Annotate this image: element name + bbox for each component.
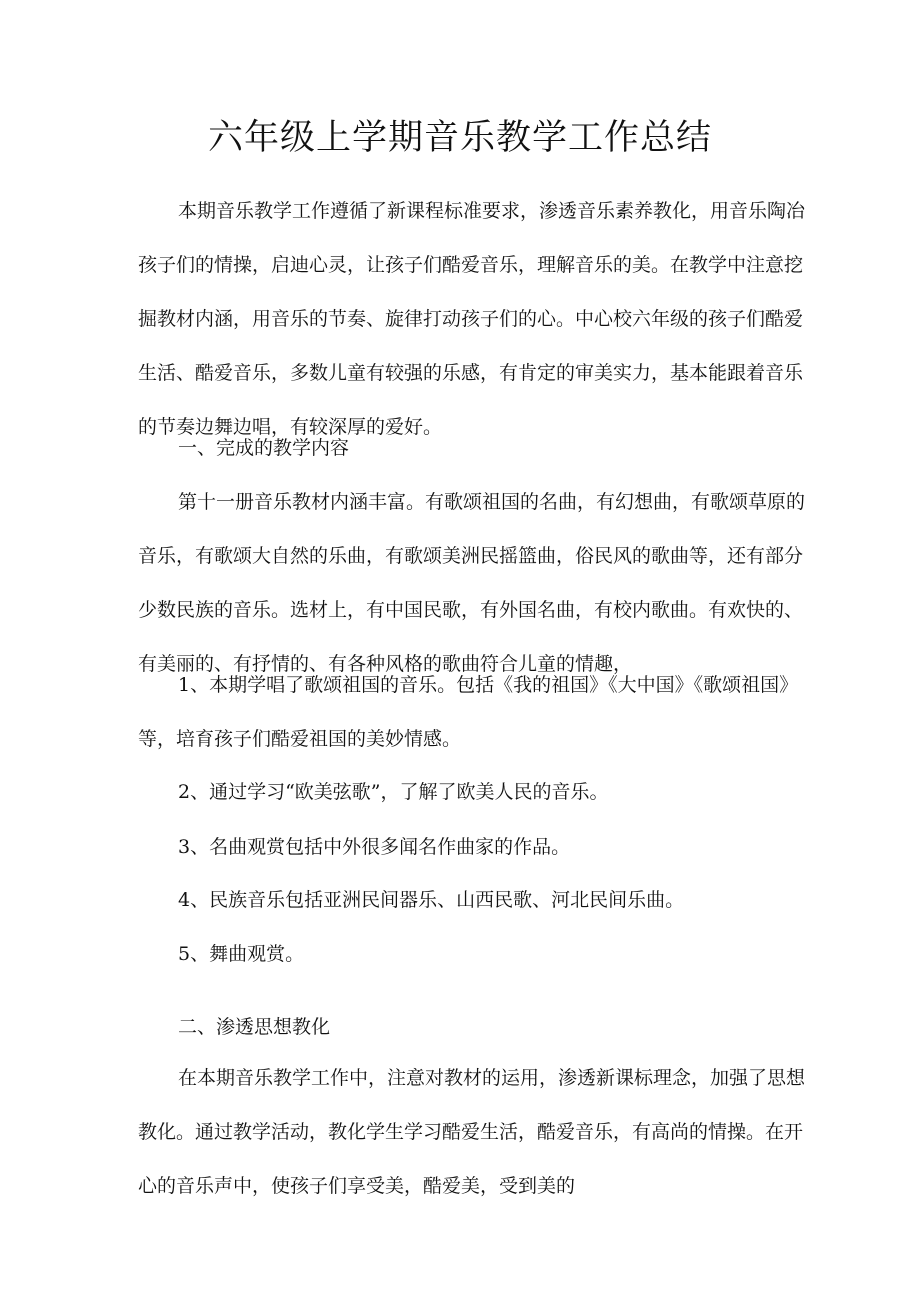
paragraph-intro: 本期音乐教学工作遵循了新课程标准要求，渗透音乐素养教化，用音乐陶冶孩子们的情操，启迪心灵，让孩子们酷爱音乐，理解音乐的美。在教学中注意挖掘教材内涵，用音乐的节奏、旋律打动孩子们的心。中心校六年级的孩子们酷爱生活、酷爱音乐，多数儿童有较强的乐感，有肯定的审美实力，基本能跟着音乐的节奏边舞边唱，有较深厚的爱好。 — [138, 200, 806, 438]
document-title: 六年级上学期音乐教学工作总结 — [207, 118, 712, 158]
section-heading-content: 一、完成的教学内容 — [178, 437, 350, 459]
list-item-2: 2、通过学习“欧美弦歌”，了解了欧美人民的音乐。 — [178, 781, 609, 803]
paragraph-education: 在本期音乐教学工作中，注意对教材的运用，渗透新课标理念，加强了思想教化。通过教学活动，教化学生学习酷爱生活，酷爱音乐，有高尚的情操。在开心的音乐声中，使孩子们享受美，酷爱美，受到美的 — [138, 1067, 806, 1197]
list-item-3: 3、名曲观赏包括中外很多闻名作曲家的作品。 — [178, 836, 571, 858]
list-item-5: 5、舞曲观赏。 — [178, 943, 305, 965]
list-item-1: 1、本期学唱了歌颂祖国的音乐。包括《我的祖国》《大中国》《歌颂祖国》等，培育孩子们酷爱祖国的美妙情感。 — [138, 674, 799, 750]
section-heading-education: 二、渗透思想教化 — [178, 1016, 331, 1038]
paragraph-content: 第十一册音乐教材内涵丰富。有歌颂祖国的名曲，有幻想曲，有歌颂草原的音乐，有歌颂大自然的乐曲，有歌颂美洲民摇篮曲，俗民风的歌曲等，还有部分少数民族的音乐。选材上，有中国民歌，有外国名曲，有校内歌曲。有欢快的、有美丽的、有抒情的、有各种风格的歌曲符合儿童的情趣， — [138, 491, 806, 675]
list-item-4: 4、民族音乐包括亚洲民间器乐、山西民歌、河北民间乐曲。 — [178, 889, 685, 911]
